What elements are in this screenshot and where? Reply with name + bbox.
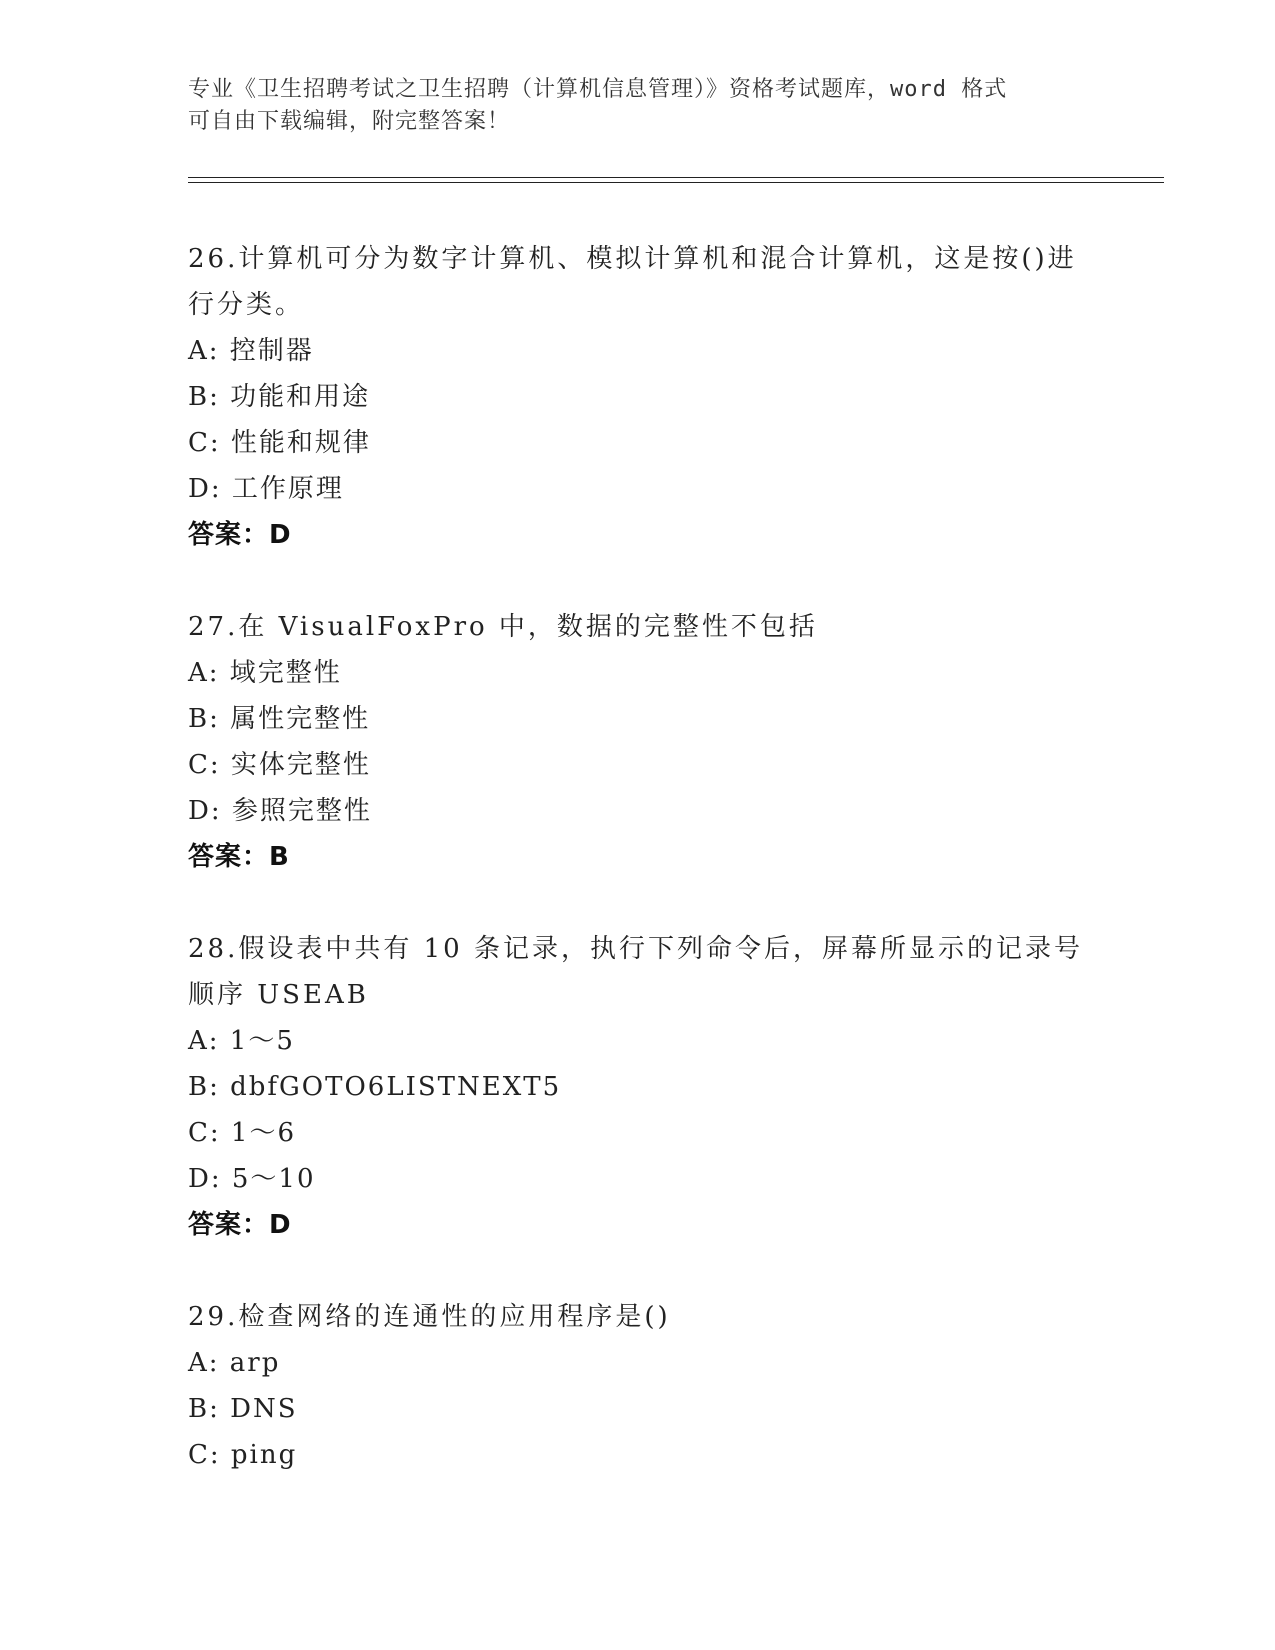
option-d: D: 工作原理 [188, 474, 344, 504]
option-d: D: 5～10 [188, 1164, 316, 1194]
question-stem: 27.在 VisualFoxPro 中，数据的完整性不包括 [188, 612, 818, 642]
header-divider-bottom [188, 182, 1164, 183]
option-d: D: 参照完整性 [188, 796, 372, 826]
header-line-1: 专业《卫生招聘考试之卫生招聘（计算机信息管理）》资格考试题库，word 格式 [188, 77, 1008, 102]
question-stem: 26.计算机可分为数字计算机、模拟计算机和混合计算机，这是按()进 [188, 244, 1077, 274]
question-27 [188, 604, 1088, 880]
header-line-2: 可自由下载编辑，附完整答案！ [188, 109, 511, 134]
option-b: B: 属性完整性 [188, 704, 371, 734]
option-c: C: ping [188, 1440, 298, 1470]
question-28 [188, 926, 1088, 1248]
header-divider-top [188, 177, 1164, 178]
question-stem: 28.假设表中共有 10 条记录，执行下列命令后，屏幕所显示的记录号 [188, 934, 1083, 964]
option-c: C: 实体完整性 [188, 750, 371, 780]
option-a: A: 1～5 [188, 1026, 295, 1056]
question-26 [188, 236, 1088, 558]
document-header [188, 74, 1068, 138]
answer-label: 答案：D [188, 520, 292, 550]
option-a: A: arp [188, 1348, 281, 1378]
question-stem: 29.检查网络的连通性的应用程序是() [188, 1302, 671, 1332]
option-b: B: 功能和用途 [188, 382, 371, 412]
answer-label: 答案：B [188, 842, 290, 872]
question-29 [188, 1294, 1088, 1478]
option-a: A: 域完整性 [188, 658, 342, 688]
option-a: A: 控制器 [188, 336, 314, 366]
option-b: B: DNS [188, 1394, 298, 1424]
question-stem-continued: 行分类。 [188, 290, 305, 320]
option-c: C: 1～6 [188, 1118, 297, 1148]
question-stem-continued: 顺序 USEAB [188, 980, 369, 1010]
option-b: B: dbfGOTO6LISTNEXT5 [188, 1072, 562, 1102]
option-c: C: 性能和规律 [188, 428, 371, 458]
answer-label: 答案：D [188, 1210, 292, 1240]
